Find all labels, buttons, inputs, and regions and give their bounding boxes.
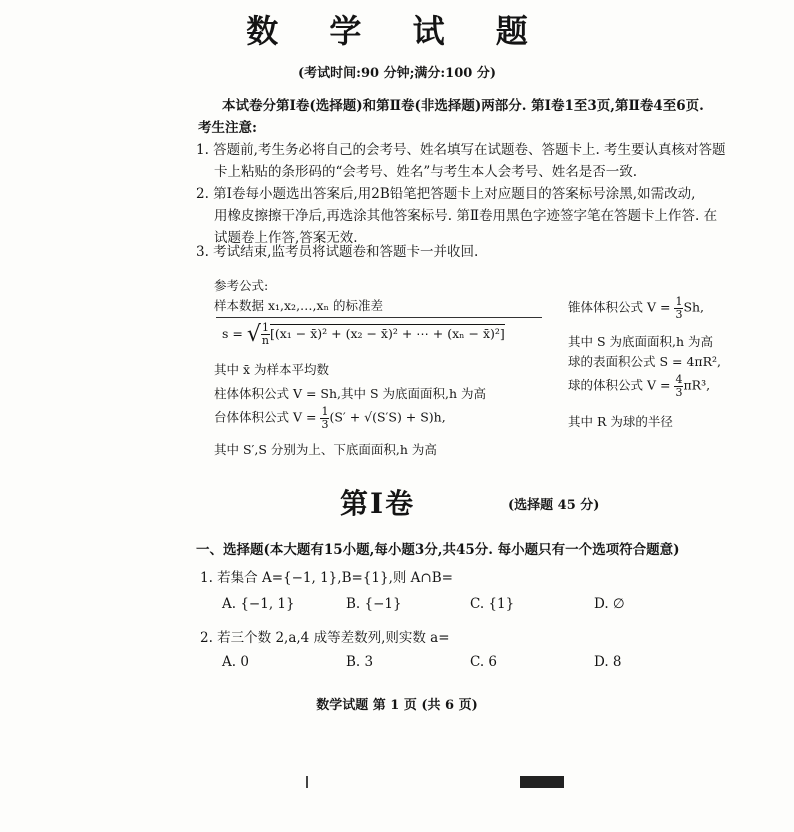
prism-formula: 柱体体积公式 V = Sh,其中 S 为底面面积,h 为高: [214, 386, 487, 401]
cone-note: 其中 S 为底面面积,h 为高: [568, 334, 714, 349]
cone-rhs: Sh,: [683, 299, 705, 315]
scan-mark-block: [520, 776, 564, 788]
sphere-vol-lhs: 球的体积公式 V =: [568, 377, 671, 393]
exam-title: 数 学 试 题: [246, 12, 548, 50]
question-1-option-c: C. {1}: [470, 596, 515, 612]
section-title: 第Ⅰ卷: [340, 487, 416, 520]
notice-heading: 考生注意:: [198, 120, 257, 136]
frustum-rhs: (S′ + √(S′S) + S)h,: [329, 409, 446, 425]
cone-lhs: 锥体体积公式 V =: [568, 299, 671, 315]
sphere-note: 其中 R 为球的半径: [568, 414, 673, 429]
cone-frac-den: 3: [675, 307, 683, 321]
sd-formula: [222, 322, 505, 347]
notice-2-line-2: 用橡皮擦擦干净后,再选涂其他答案标号. 第Ⅱ卷用黑色字迹签字笔在答题卡上作答. 在: [214, 208, 718, 224]
frustum-formula: [214, 406, 446, 430]
question-2-option-d: D. 8: [594, 654, 622, 670]
question-2-stem: 2. 若三个数 2,a,4 成等差数列,则实数 a=: [200, 630, 450, 646]
notice-1-line-1: 1. 答题前,考生务必将自己的会考号、姓名填写在试题卷、答题卡上. 考生要认真核对答题: [196, 142, 726, 158]
sphere-vol-rhs: πR³,: [683, 377, 711, 393]
question-1-option-d: D. ∅: [594, 596, 625, 612]
sqrt-sign-icon: √: [246, 322, 261, 347]
question-2-option-c: C. 6: [470, 654, 498, 670]
frustum-frac-den: 3: [321, 417, 329, 431]
sample-sd-label: 样本数据 x₁,x₂,…,xₙ 的标准差: [214, 298, 383, 313]
formula-divider: [216, 317, 542, 318]
sphere-area-formula: 球的表面积公式 S = 4πR²,: [568, 354, 722, 369]
exam-intro: 本试卷分第Ⅰ卷(选择题)和第Ⅱ卷(非选择题)两部分. 第Ⅰ卷1至3页,第Ⅱ卷4至6页.: [222, 98, 704, 114]
sd-body: [(x₁ − x̄)² + (x₂ − x̄)² + ⋯ + (xₙ − x̄)²]: [269, 326, 505, 341]
question-1-option-a: A. {−1, 1}: [222, 596, 295, 612]
frustum-frac-num: 1: [321, 405, 329, 418]
part-heading: 一、选择题(本大题有15小题,每小题3分,共45分. 每小题只有一个选项符合题意): [196, 542, 680, 558]
section-subtitle: (选择题 45 分): [508, 498, 600, 513]
sd-fraction: [261, 322, 270, 346]
formulas-heading: 参考公式:: [214, 278, 269, 293]
cone-frac-num: 1: [675, 295, 683, 308]
exam-time-and-score: (考试时间:90 分钟;满分:100 分): [298, 66, 496, 81]
notice-3-line-1: 3. 考试结束,监考员将试题卷和答题卡一并收回.: [196, 244, 479, 260]
page-footer: 数学试题 第 1 页 (共 6 页): [316, 698, 478, 713]
notice-1-line-2: 卡上粘贴的条形码的“会考号、姓名”与考生本人会考号、姓名是否一致.: [214, 164, 638, 180]
notice-2-line-1: 2. 第Ⅰ卷每小题选出答案后,用2B铅笔把答题卡上对应题目的答案标号涂黑,如需改动,: [196, 186, 696, 202]
frustum-lhs: 台体体积公式 V =: [214, 409, 317, 425]
mean-note: 其中 x̄ 为样本平均数: [214, 362, 329, 377]
cone-formula: [568, 296, 704, 320]
question-2-option-a: A. 0: [222, 654, 249, 670]
sphere-vol-frac-num: 4: [675, 373, 683, 386]
sd-frac-num: 1: [261, 321, 269, 335]
notice-2-line-3: 试题卷上作答,答案无效.: [214, 230, 358, 246]
sphere-vol-frac-den: 3: [675, 385, 683, 399]
question-1-stem: 1. 若集合 A={−1, 1},B={1},则 A∩B=: [200, 570, 453, 586]
question-2-option-b: B. 3: [346, 654, 374, 670]
sphere-volume-formula: [568, 374, 710, 398]
frustum-note: 其中 S′,S 分别为上、下底面面积,h 为高: [214, 442, 437, 457]
sd-lhs: s =: [222, 326, 243, 341]
sd-frac-den: n: [261, 334, 269, 347]
scan-mark-line: [306, 776, 308, 788]
question-1-option-b: B. {−1}: [346, 596, 402, 612]
